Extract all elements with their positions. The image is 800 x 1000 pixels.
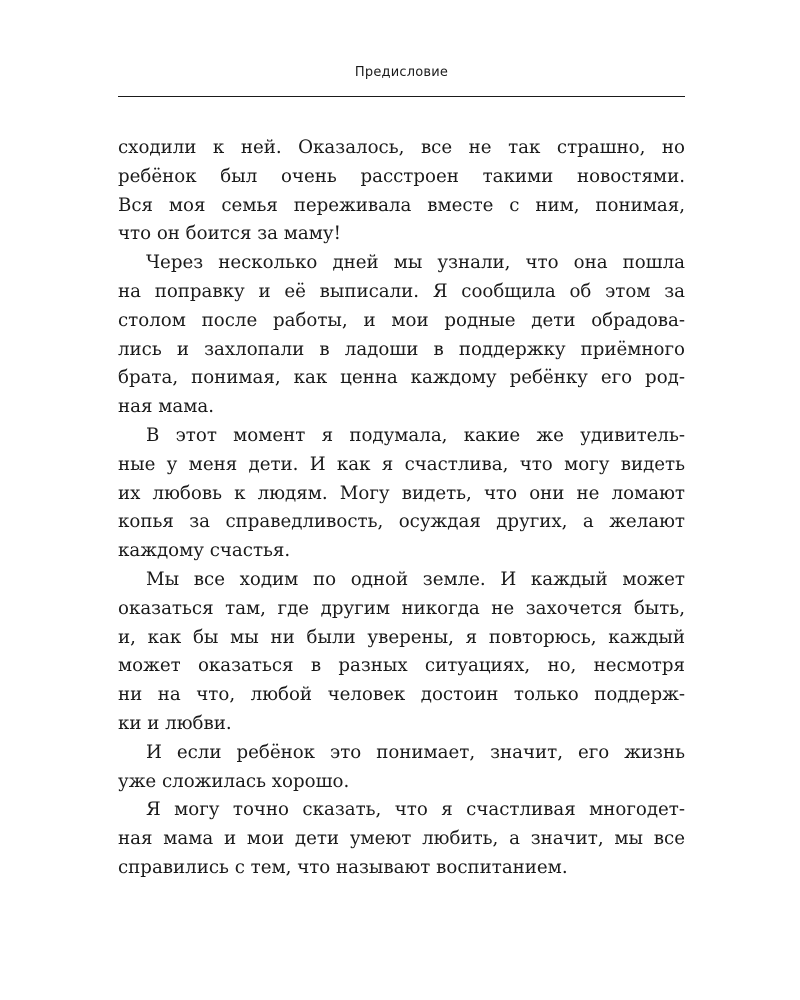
text-line: оказаться там, где другим никогда не захочется быть, bbox=[118, 597, 685, 619]
text-line: ная мама и мои дети умеют любить, а значит, мы все bbox=[118, 828, 685, 850]
text-line: лись и захлопали в ладоши в поддержку приёмного bbox=[118, 338, 685, 360]
text-line: на поправку и её выписали. Я сообщила об этом за bbox=[118, 280, 685, 302]
text-line: справились с тем, что называют воспитанием. bbox=[118, 856, 568, 878]
text-line: Вся моя семья переживала вместе с ним, понимая, bbox=[118, 194, 685, 216]
paragraph bbox=[118, 739, 685, 797]
text-line: ни на что, любой человек достоин только поддерж- bbox=[118, 684, 685, 706]
text-line: И если ребёнок это понимает, значит, его жизнь bbox=[146, 741, 685, 763]
paragraph bbox=[118, 249, 685, 422]
text-line: копья за справедливость, осуждая других, а желают bbox=[118, 511, 685, 533]
paragraph bbox=[118, 796, 685, 882]
text-line: каждому счастья. bbox=[118, 540, 291, 562]
text-line: и, как бы мы ни были уверены, я повторюсь, каждый bbox=[118, 626, 685, 648]
paragraph bbox=[118, 422, 685, 566]
paragraph bbox=[118, 566, 685, 739]
text-line: может оказаться в разных ситуациях, но, несмотря bbox=[118, 655, 685, 677]
text-line: ки и любви. bbox=[118, 712, 232, 734]
text-line: Через несколько дней мы узнали, что она пошла bbox=[146, 252, 685, 274]
header-rule bbox=[118, 96, 685, 97]
text-line: сходили к ней. Оказалось, все не так страшно, но bbox=[118, 137, 685, 158]
text-line: что он боится за маму! bbox=[118, 223, 341, 245]
text-line: Я могу точно сказать, что я счастливая многодет- bbox=[146, 799, 685, 821]
text-line: В этот момент я подумала, какие же удивитель- bbox=[146, 424, 685, 446]
text-line: ребёнок был очень расстроен такими новостями. bbox=[118, 165, 685, 187]
text-line: уже сложилась хорошо. bbox=[118, 770, 350, 792]
running-head: Предисловие bbox=[354, 65, 449, 80]
text-line: их любовь к людям. Могу видеть, что они не ломают bbox=[118, 482, 685, 504]
text-line: Мы все ходим по одной земле. И каждый может bbox=[146, 568, 685, 590]
body-text bbox=[118, 134, 685, 883]
paragraph bbox=[118, 134, 685, 249]
text-line: брата, понимая, как ценна каждому ребёнку его род- bbox=[118, 367, 685, 389]
text-line: ные у меня дети. И как я счастлива, что могу видеть bbox=[118, 453, 685, 475]
text-line: столом после работы, и мои родные дети обрадова- bbox=[118, 309, 685, 331]
text-line: ная мама. bbox=[118, 396, 214, 418]
